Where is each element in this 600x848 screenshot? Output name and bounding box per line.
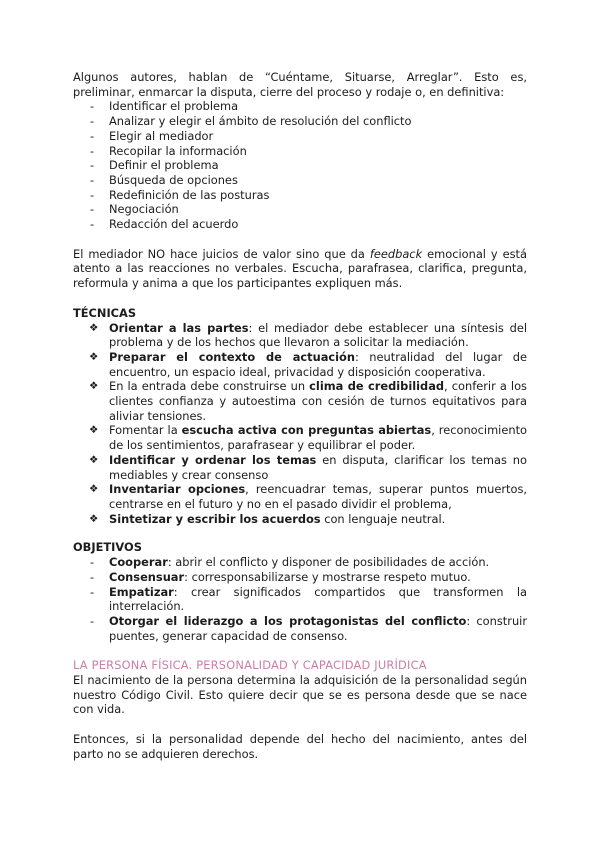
tecnica-term: Identificar y ordenar los temas xyxy=(109,452,317,467)
tecnica-text: con lenguaje neutral. xyxy=(320,511,446,526)
dash-bullet: - xyxy=(90,158,95,173)
persona-paragraph-2: Entonces, si la personalidad depende del hecho del nacimiento, antes del parto no se adquieren derechos. xyxy=(73,732,527,761)
tecnica-pre: En la entrada debe construirse un xyxy=(109,379,310,394)
tecnica-text: , reconocimiento de los sentimientos, parafrasear y equilibrar el poder. xyxy=(109,423,528,453)
process-step-item xyxy=(73,99,527,114)
tecnicas-heading: TÉCNICAS xyxy=(73,305,137,320)
objetivo-item xyxy=(73,570,527,585)
process-step-item xyxy=(73,173,527,188)
tecnicas-list xyxy=(73,321,527,527)
process-step-text: Negociación xyxy=(109,202,179,217)
diamond-bullet-icon: ❖ xyxy=(89,483,99,496)
objetivo-item xyxy=(73,555,527,570)
process-step-item xyxy=(73,158,527,173)
feedback-emphasis: feedback xyxy=(369,246,423,261)
dash-bullet: - xyxy=(90,202,95,217)
tecnica-term: Inventariar opciones xyxy=(109,482,246,497)
dash-bullet: - xyxy=(90,143,95,158)
process-step-text: Analizar y elegir el ámbito de resolución del conflicto xyxy=(109,114,412,129)
dash-bullet: - xyxy=(90,569,95,584)
objetivos-heading: OBJETIVOS xyxy=(73,540,142,555)
dash-bullet: - xyxy=(90,555,95,570)
tecnica-text: : el mediador debe establecer una síntesis del problema y de los hechos que llevaron a solicitar la mediación. xyxy=(109,320,527,350)
tecnica-item xyxy=(73,321,527,350)
objetivo-text: : abrir el conflicto y disponer de posibilidades de acción. xyxy=(167,555,490,570)
objetivo-text: : crear significados compartidos que transformen la interrelación. xyxy=(109,584,527,614)
objetivo-item xyxy=(73,585,527,614)
tecnica-item xyxy=(73,379,527,423)
diamond-bullet-icon: ❖ xyxy=(89,424,99,437)
dash-bullet: - xyxy=(90,128,95,143)
dash-bullet: - xyxy=(90,114,95,129)
diamond-bullet-icon: ❖ xyxy=(89,321,99,334)
process-step-text: Redacción del acuerdo xyxy=(109,217,239,232)
diamond-bullet-icon: ❖ xyxy=(89,350,99,363)
objetivo-item xyxy=(73,614,527,643)
process-step-item xyxy=(73,144,527,159)
process-step-text: Recopilar la información xyxy=(109,143,247,158)
objetivos-list xyxy=(73,555,527,643)
tecnica-text: , reencuadrar temas, superar puntos muertos, centrarse en el futuro y no en el pasado dividir el problema, xyxy=(109,482,527,511)
dash-bullet: - xyxy=(90,187,95,202)
objetivo-term: Otorgar el liderazgo a los protagonistas del conflicto xyxy=(109,613,467,628)
tecnica-pre: Fomentar la xyxy=(109,423,182,438)
page-content xyxy=(73,70,527,762)
diamond-bullet-icon: ❖ xyxy=(89,453,99,466)
tecnica-term: Preparar el contexto de actuación xyxy=(109,349,355,364)
diamond-bullet-icon: ❖ xyxy=(89,512,99,525)
objetivo-term: Cooperar xyxy=(109,555,168,570)
process-step-item xyxy=(73,114,527,129)
tecnica-item xyxy=(73,482,527,511)
process-step-text: Redefinición de las posturas xyxy=(109,187,270,202)
process-step-item xyxy=(73,217,527,232)
objetivo-text: : construir puentes, generar capacidad de consenso. xyxy=(109,613,528,643)
process-step-text: Elegir al mediador xyxy=(109,128,214,143)
tecnica-text: en disputa, clarificar los temas no mediables y crear consenso xyxy=(109,452,527,482)
dash-bullet: - xyxy=(90,613,95,628)
process-step-item xyxy=(73,129,527,144)
process-step-item xyxy=(73,188,527,203)
intro-paragraph: Algunos autores, hablan de “Cuéntame, Situarse, Arreglar”. Esto es, preliminar, enmarcar la disputa, cierre del proceso y rodaje o, en definitiva: xyxy=(73,70,527,99)
process-step-text: Búsqueda de opciones xyxy=(109,172,238,187)
process-step-item xyxy=(73,202,527,217)
tecnica-term: escucha activa con preguntas abiertas xyxy=(181,423,432,438)
persona-section-title: LA PERSONA FÍSICA. PERSONALIDAD Y CAPACIDAD JURÍDICA xyxy=(73,658,427,673)
process-step-text: Identificar el problema xyxy=(109,99,239,114)
tecnica-item xyxy=(73,350,527,379)
dash-bullet: - xyxy=(90,99,95,114)
tecnica-item xyxy=(73,453,527,482)
objetivo-term: Consensuar xyxy=(109,569,185,584)
tecnica-text: , conferir a los clientes confianza y autoestima con cesión de turnos equitativos para aliviar tensiones. xyxy=(109,379,527,423)
tecnica-term: Sintetizar y escribir los acuerdos xyxy=(109,511,321,526)
tecnica-item xyxy=(73,512,527,527)
process-step-text: Definir el problema xyxy=(109,158,219,173)
dash-bullet: - xyxy=(90,172,95,187)
mediator-paragraph: El mediador NO hace juicios de valor sino que da feedback emocional y está atento a las reacciones no verbales. Escucha, parafrasea, clarifica, pregunta, reformula y anima a que los participantes expliquen más. xyxy=(73,246,527,291)
tecnica-item xyxy=(73,423,527,452)
tecnica-text: : neutralidad del lugar de encuentro, un espacio ideal, privacidad y disposición cooperativa. xyxy=(109,349,527,379)
tecnica-term: Orientar a las partes xyxy=(109,320,249,335)
process-steps-list xyxy=(73,99,527,231)
tecnica-term: clima de credibilidad xyxy=(309,379,445,394)
objetivo-text: : corresponsabilizarse y mostrarse respeto mutuo. xyxy=(184,569,471,584)
dash-bullet: - xyxy=(90,584,95,599)
dash-bullet: - xyxy=(90,217,95,232)
objetivo-term: Empatizar xyxy=(109,584,174,599)
persona-paragraph-1: El nacimiento de la persona determina la adquisición de la personalidad según nuestro Código Civil. Esto quiere decir que se es persona desde que se nace con vida. xyxy=(73,673,527,717)
diamond-bullet-icon: ❖ xyxy=(89,380,99,393)
